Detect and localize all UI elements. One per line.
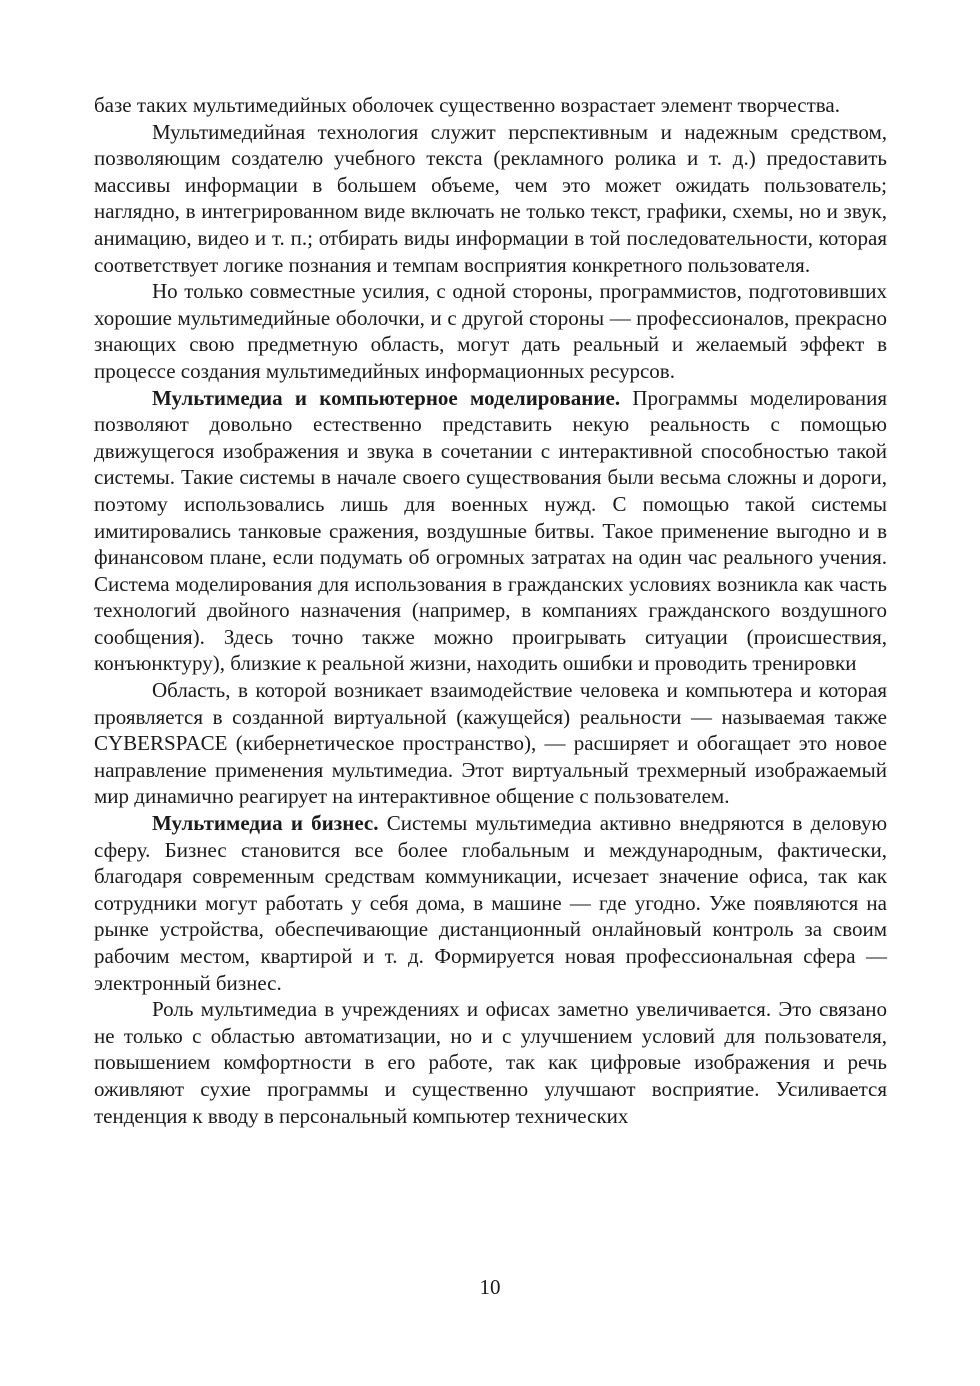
paragraph-modeling <box>94 385 887 678</box>
section-heading-modeling: Мультимедиа и компьютерное моделирование. <box>152 385 621 410</box>
paragraph-joint-efforts: Но только совместные усилия, с одной стороны, программистов, подготовивших хорошие мультимедийные оболочки, и с другой стороны — профессионалов, прекрасно знающих свою предметную область, могут дать реальный и желаемый эффект в процессе создания мультимедийных информационных ресурсов. <box>94 279 887 383</box>
section-heading-business: Мультимедиа и бизнес. <box>152 811 379 836</box>
paragraph-modeling-text: Программы моделирования позволяют довольно естественно представить некую реальность с помощью движущегося изображения и звука в сочетании с интерактивной способностью такой системы. Такие системы в начале своего существования были весьма сложны и дороги, поэтому использовались лишь для военных нужд. С помощью такой системы имитировались танковые сражения, воздушные битвы. Такое применение выгодно и в финансовом плане, если подумать об огромных затратах на один час реального учения. Система моделирования для использования в гражданских условиях возникла как часть технологий двойного назначения (например, в компаниях гражданского воздушного сообщения). Здесь точно также можно проигрывать ситуации (происшествия, конъюнктуру), близкие к реальной жизни, находить ошибки и проводить тренировки <box>94 385 887 676</box>
paragraph-multimedia-technology: Мультимедийная технология служит перспективным и надежным средством, позволяющим создателю учебного текста (рекламного ролика и т. д.) предоставить массивы информации в большем объеме, чем это может ожидать пользователь; наглядно, в интегрированном виде включать не только текст, графики, схемы, но и звук, анимацию, видео и т. п.; отбирать виды информации в той последовательности, которая соответствует логике познания и темпам восприятия конкретного пользователя. <box>94 119 887 277</box>
paragraph-business-text: Системы мультимедиа активно внедряются в деловую сферу. Бизнес становится все более глобальным и международным, фактически, благодаря современным средствам коммуникации, исчезает значение офиса, так как сотрудники могут работать у себя дома, в машине — где угодно. Уже появляются на рынке устройства, обеспечивающие дистанционный онлайновый контроль за своим рабочим местом, квартирой и т. д. Формируется новая профессиональная сфера — электронный бизнес. <box>94 811 888 995</box>
page-number: 10 <box>479 1275 501 1299</box>
paragraph-business <box>94 810 887 996</box>
paragraph-cyberspace: Область, в которой возникает взаимодействие человека и компьютера и которая проявляется в созданной виртуальной (кажущейся) реальности — называемая также CYBERSPACE (кибернетическое пространство), — расширяет и обогащает это новое направление применения мультимедиа. Этот виртуальный трехмерный изображаемый мир динамично реагирует на интерактивное общение с пользователем. <box>94 678 887 809</box>
paragraph-offices: Роль мультимедиа в учреждениях и офисах заметно увеличивается. Это связано не только с областью автоматизации, но и с улучшением условий для пользователя, повышением комфортности в его работе, так как цифровые изображения и речь оживляют сухие программы и существенно улучшают восприятие. Усиливается тенденция к вводу в персональный компьютер технических <box>94 997 887 1128</box>
page-body <box>94 92 887 1129</box>
paragraph-continuation: базе таких мультимедийных оболочек существенно возрастает элемент творчества. <box>94 93 840 117</box>
